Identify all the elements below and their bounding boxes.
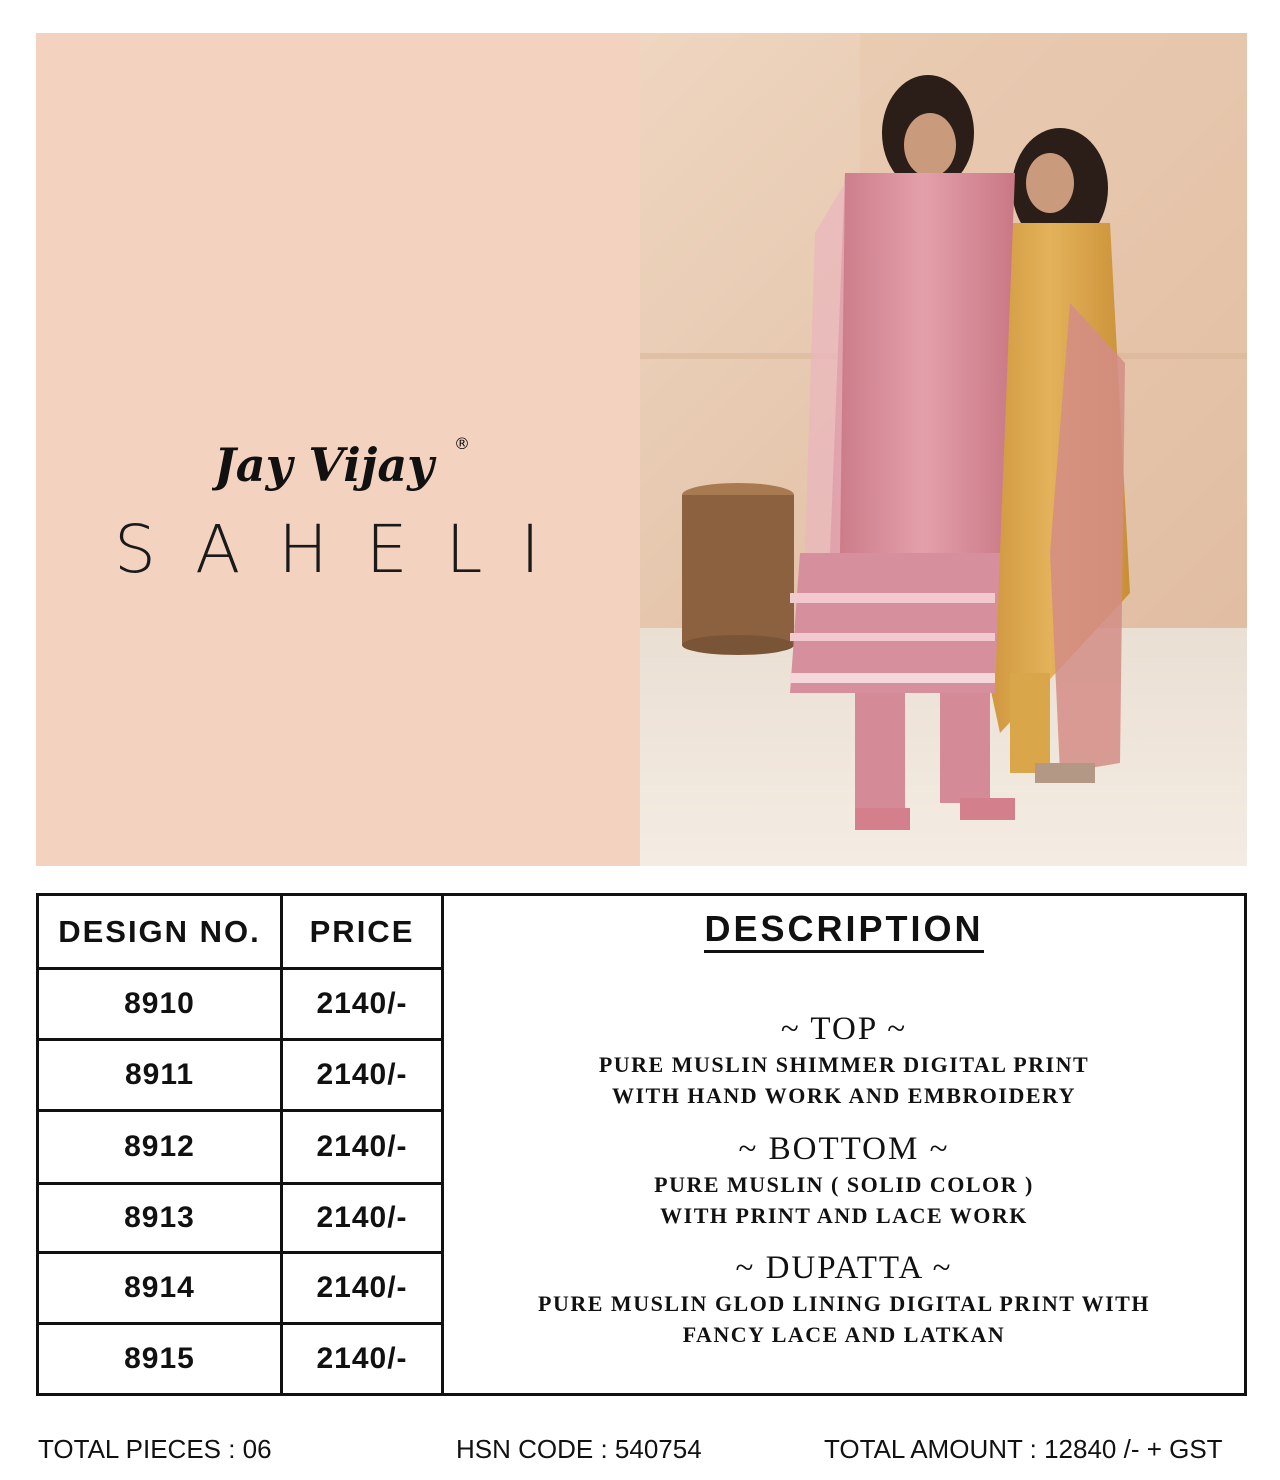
design-price: 2140/- <box>316 1342 408 1375</box>
dupatta-heading: ~ DUPATTA ~ <box>735 1250 953 1286</box>
brand-block <box>36 33 640 866</box>
product-photo <box>640 33 1247 866</box>
top-line-2: WITH HAND WORK AND EMBROIDERY <box>611 1083 1077 1108</box>
description-heading <box>444 908 1244 950</box>
heel-right <box>1035 763 1095 783</box>
logo-wordmark: Jay Vijay <box>214 438 434 492</box>
description-heading-text: DESCRIPTION <box>704 908 983 953</box>
total-pieces: TOTAL PIECES : 06 <box>38 1434 272 1464</box>
pink-pant-left <box>855 693 905 813</box>
design-price: 2140/- <box>316 1201 408 1234</box>
header-design-no: DESIGN NO. <box>58 913 261 949</box>
top-line-1: PURE MUSLIN SHIMMER DIGITAL PRINT <box>598 1052 1090 1077</box>
heel-left <box>855 808 910 830</box>
heel-mid <box>960 798 1015 820</box>
design-price: 2140/- <box>316 1130 408 1163</box>
photo-illustration <box>640 33 1247 866</box>
bottom-line-2: WITH PRINT AND LACE WORK <box>660 1203 1028 1228</box>
design-number: 8912 <box>124 1130 195 1163</box>
bottom-heading: ~ BOTTOM ~ <box>738 1131 950 1167</box>
collection-title: SAHELI <box>114 511 578 588</box>
design-price: 2140/- <box>316 1058 408 1091</box>
bottom-section <box>444 1129 1244 1231</box>
jay-vijay-logo <box>212 431 472 497</box>
design-number: 8914 <box>124 1271 195 1304</box>
design-number: 8915 <box>124 1342 195 1375</box>
design-number: 8910 <box>124 987 195 1020</box>
hem-border-1 <box>790 593 995 603</box>
design-number: 8913 <box>124 1201 195 1234</box>
hem-border-2 <box>790 633 995 641</box>
yellow-pant <box>1010 673 1050 773</box>
pink-kurta-upper <box>830 173 1015 553</box>
stump-body <box>682 495 794 645</box>
dupatta-section <box>444 1248 1244 1350</box>
catalog-banner <box>36 33 1247 866</box>
description-panel <box>444 896 1244 1393</box>
top-section <box>444 1009 1244 1111</box>
hem-lace <box>790 673 995 683</box>
dupatta-line-2: FANCY LACE AND LATKAN <box>682 1322 1006 1347</box>
design-price: 2140/- <box>316 1271 408 1304</box>
bottom-line-1: PURE MUSLIN ( SOLID COLOR ) <box>654 1172 1034 1197</box>
top-heading: ~ TOP ~ <box>780 1011 908 1047</box>
design-number: 8911 <box>124 1058 195 1091</box>
woman-left-face <box>904 113 956 177</box>
pink-kurta-hem <box>790 553 1000 693</box>
pink-pant-right <box>940 693 990 803</box>
hsn-code: HSN CODE : 540754 <box>456 1434 702 1464</box>
header-price: PRICE <box>309 913 415 949</box>
stump-base <box>682 635 794 655</box>
registered-mark: ® <box>454 434 470 453</box>
total-amount: TOTAL AMOUNT : 12840 /- + GST <box>824 1434 1223 1464</box>
design-price: 2140/- <box>316 987 408 1020</box>
woman-right-face <box>1026 153 1074 213</box>
price-table <box>36 893 1247 1396</box>
dupatta-line-1: PURE MUSLIN GLOD LINING DIGITAL PRINT WITH <box>538 1291 1150 1316</box>
